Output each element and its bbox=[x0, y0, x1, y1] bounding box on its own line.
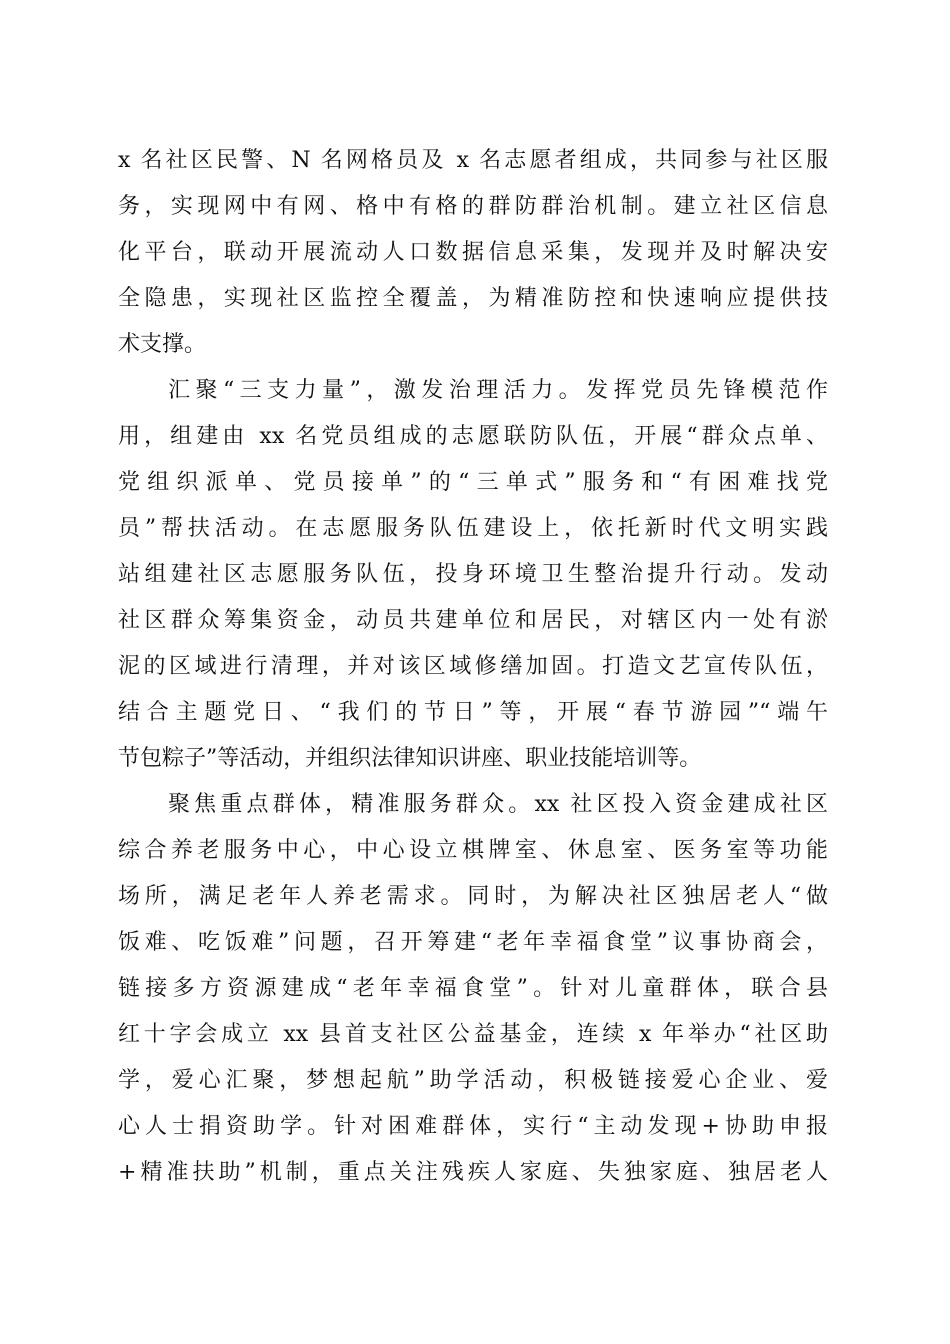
text-line: 泥的区域进行清理，并对该区域修缮加固。打造文艺宣传队伍， bbox=[118, 654, 828, 679]
text-line: x 名社区民警、N 名网格员及 x 名志愿者组成，共同参与社区服 bbox=[118, 148, 828, 173]
document-body bbox=[118, 138, 828, 1196]
text-line: 员”帮扶活动。在志愿服务队伍建设上，依托新时代文明实践 bbox=[118, 516, 828, 541]
text-line: 结合主题党日、“我们的节日”等，开展“春节游园”“端午 bbox=[118, 700, 828, 725]
text-line: 心人士捐资助学。针对困难群体，实行“主动发现+协助申报 bbox=[118, 1114, 828, 1139]
paragraph-1 bbox=[118, 138, 828, 368]
text-line: 汇聚“三支力量”，激发治理活力。发挥党员先锋模范作 bbox=[168, 378, 828, 403]
text-line: 学，爱心汇聚，梦想起航”助学活动，积极链接爱心企业、爱 bbox=[118, 1068, 828, 1093]
text-line: 聚焦重点群体，精准服务群众。xx 社区投入资金建成社区 bbox=[168, 792, 828, 817]
text-line: 饭难、吃饭难”问题，召开筹建“老年幸福食堂”议事协商会， bbox=[118, 930, 828, 955]
text-line: 站组建社区志愿服务队伍，投身环境卫生整治提升行动。发动 bbox=[118, 562, 828, 587]
paragraph-2 bbox=[118, 368, 828, 782]
text-line: 节包粽子”等活动，并组织法律知识讲座、职业技能培训等。 bbox=[118, 746, 702, 771]
text-line: 党组织派单、党员接单”的“三单式”服务和“有困难找党 bbox=[118, 470, 828, 495]
text-line: 化平台，联动开展流动人口数据信息采集，发现并及时解决安 bbox=[118, 240, 828, 265]
text-line: 红十字会成立 xx 县首支社区公益基金，连续 x 年举办“社区助 bbox=[118, 1022, 828, 1047]
text-line: 术支撑。 bbox=[118, 332, 207, 357]
text-line: 社区群众筹集资金，动员共建单位和居民，对辖区内一处有淤 bbox=[118, 608, 828, 633]
text-line: 场所，满足老年人养老需求。同时，为解决社区独居老人“做 bbox=[118, 884, 828, 909]
text-line: 用，组建由 xx 名党员组成的志愿联防队伍，开展“群众点单、 bbox=[118, 424, 828, 449]
paragraph-3 bbox=[118, 782, 828, 1196]
text-line: 务，实现网中有网、格中有格的群防群治机制。建立社区信息 bbox=[118, 194, 828, 219]
text-line: +精准扶助”机制，重点关注残疾人家庭、失独家庭、独居老人 bbox=[118, 1160, 828, 1185]
text-line: 链接多方资源建成“老年幸福食堂”。针对儿童群体，联合县 bbox=[118, 976, 828, 1001]
text-line: 综合养老服务中心，中心设立棋牌室、休息室、医务室等功能 bbox=[118, 838, 828, 863]
text-line: 全隐患，实现社区监控全覆盖，为精准防控和快速响应提供技 bbox=[118, 286, 828, 311]
